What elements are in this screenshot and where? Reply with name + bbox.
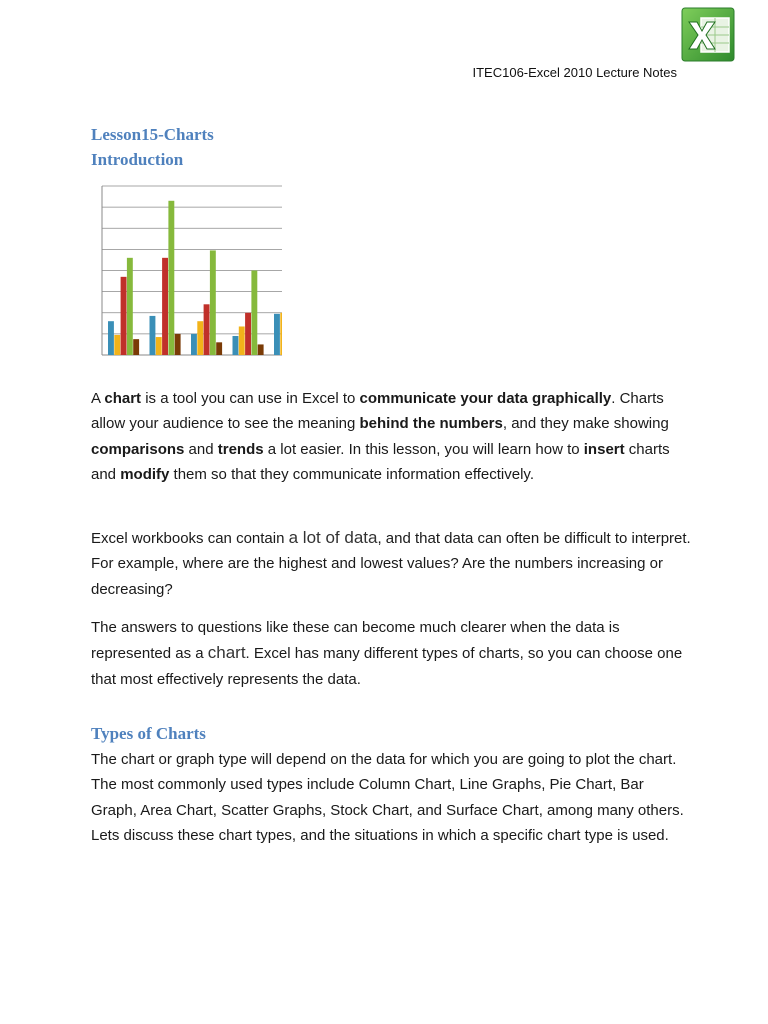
chart-bar xyxy=(233,336,239,355)
chart-bar xyxy=(150,316,156,355)
chart-bar xyxy=(258,344,264,355)
chart-bar xyxy=(175,334,181,355)
body-text: Excel workbooks can contain xyxy=(91,530,289,547)
chart-bar xyxy=(210,250,216,355)
emphasis-text: modify xyxy=(120,465,170,483)
emphasis-text: communicate your data graphically xyxy=(359,390,612,407)
body-text: is a tool you can use in Excel to xyxy=(141,390,360,407)
chart-bar xyxy=(239,326,245,355)
chart-bar xyxy=(162,258,168,355)
chart-bar xyxy=(245,313,251,355)
types-paragraph xyxy=(91,747,691,848)
emphasis-text: comparisons xyxy=(91,440,185,458)
types-of-charts-heading: Types of Charts xyxy=(91,724,206,743)
column-chart xyxy=(88,184,284,358)
body-text: A xyxy=(91,390,105,407)
chart-bar xyxy=(251,271,257,356)
chart-bar xyxy=(156,337,162,355)
body-text: The answers to questions like these can become much clearer when the data is represented as a xyxy=(91,619,620,663)
body-text: , and that data can often be difficult to interpret. For example, where are the highest and lowest values? Are the numbers increasing or decreasing? xyxy=(91,530,691,598)
introduction-heading: Introduction xyxy=(91,150,184,169)
body-text: charts and xyxy=(91,440,670,483)
emphasis-text: trends xyxy=(217,440,264,458)
body-text: , and they make showing xyxy=(502,415,669,433)
chart-bar xyxy=(168,201,174,355)
body-text: them so that they communicate information effectively. xyxy=(169,465,534,483)
body-text: The chart or graph type will depend on the data for which you are going to plot the chart. The most commonly used types include Column Chart, Line Graphs, Pie Chart, Bar Graph, Area Chart, Scatter Graphs, Stock Chart, and Surface Chart, among many others. Lets discuss these chart types, and the situations in which a specific chart type is used. xyxy=(91,751,684,844)
data-paragraph xyxy=(91,525,691,602)
chart-bar xyxy=(108,321,114,355)
intro-paragraph xyxy=(91,386,691,487)
document-header-title: ITEC106-Excel 2010 Lecture Notes xyxy=(472,65,677,80)
chart-bar xyxy=(216,342,222,355)
chart-bar xyxy=(191,334,197,355)
column-chart-svg xyxy=(88,184,284,358)
chart-bar xyxy=(274,314,280,355)
chart-bar xyxy=(204,304,210,355)
chart-bar xyxy=(280,313,282,355)
chart-bar xyxy=(121,277,127,355)
body-text: a lot easier. In this lesson, you will learn how to xyxy=(263,440,584,458)
emphasis-text: a lot of data xyxy=(288,528,378,547)
body-text: . Excel has many different types of charts, so you can choose one that most effectively represents the data. xyxy=(91,645,683,688)
chart-bar xyxy=(133,339,139,355)
emphasis-text: insert xyxy=(583,440,625,458)
chart-bar xyxy=(197,321,203,355)
answers-paragraph xyxy=(91,615,691,692)
excel-logo-icon xyxy=(681,7,735,62)
emphasis-text: chart xyxy=(207,643,246,663)
emphasis-text: chart xyxy=(104,390,142,407)
chart-bar xyxy=(127,258,133,355)
body-text: . Charts allow your audience to see the meaning xyxy=(91,390,664,433)
emphasis-text: behind the numbers xyxy=(359,415,503,433)
lesson-heading: Lesson15-Charts xyxy=(91,125,214,144)
chart-bar xyxy=(114,335,120,355)
body-text: and xyxy=(184,440,218,458)
